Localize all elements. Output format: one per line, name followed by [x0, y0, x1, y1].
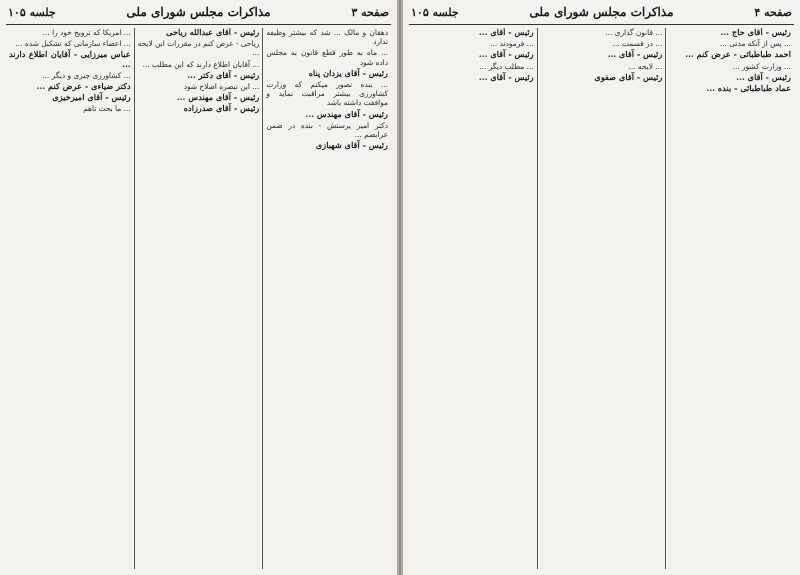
paragraph: ... قانون گذاری ...: [605, 28, 663, 37]
speaker-line: رئیس - آقای امیرخیزی: [52, 92, 131, 103]
speaker-line: احمد طباطبائی - عرض کنم ...: [685, 49, 791, 60]
paragraph: ... وزارت کشور ...: [732, 61, 791, 71]
paragraph: ... اعضاء سازمانی که تشکیل شده ...: [15, 39, 131, 49]
paragraph: ... فرمودند ...: [490, 39, 534, 49]
speaker-line: رئیس - آقای عبدالله ریاحی: [166, 28, 260, 37]
text-column: [263, 28, 391, 569]
speaker-line: دکتر ضیاءی - عرض کنم ...: [36, 81, 131, 92]
paragraph: دکتر امیر پرستش - بنده در ضمن عرایضم ...: [266, 120, 388, 140]
text-column: [666, 28, 794, 569]
paragraph: ... لایحه ...: [628, 61, 663, 71]
speaker-line: رئیس - آقای ...: [736, 71, 791, 82]
left-page-header: [6, 4, 391, 25]
speaker-line: عباس میرزایی - آقایان اطلاع دارند ...: [8, 49, 131, 69]
speaker-line: رئیس - آقای صفوی: [594, 71, 663, 82]
page-title: مذاکرات مجلس شورای ملی: [529, 5, 674, 19]
speaker-line: رئیس - آقای دکتر ...: [187, 69, 260, 80]
paragraph: ... ماه به طور قطع قانون به مجلس داده شود: [266, 48, 388, 67]
text-column: [135, 28, 264, 569]
speaker-line: رئیس - آقای ...: [478, 71, 534, 82]
paragraph: ریاحی - عرض کنم در مقررات این لایحه ...: [137, 39, 260, 58]
speaker-line: رئیس - آقای مهندس ...: [176, 92, 260, 103]
speaker-line: رئیس - آقای صدرزاده: [183, 103, 260, 114]
paragraph: ... امریکا که ترویج خود را ...: [42, 28, 131, 37]
paragraph: ... ما بحث تاهم: [83, 104, 131, 114]
text-column: [538, 28, 667, 569]
paragraph: ... بنده تصور میکنم که وزارت کشاورزی بیشتر مراقبت نماید و موافقت داشته باشد: [266, 80, 388, 108]
paragraph: ... مطلب دیگر ...: [479, 61, 534, 71]
right-page-header: [409, 4, 794, 25]
speaker-line: رئیس - آقای ...: [478, 49, 534, 60]
paragraph: ... پس از آنکه مدتی ...: [719, 39, 791, 49]
speaker-line: عماد طباطبائی - بنده ...: [706, 83, 791, 94]
left-columns: [6, 28, 391, 569]
page-number: صفحه ۴: [754, 6, 792, 19]
paragraph: ... در قسمت ...: [612, 39, 663, 49]
speaker-line: رئیس - آقای حاج ...: [720, 28, 791, 37]
paragraph: دهقان و مالک ... شد که بیشتر وظیفه ندارد: [266, 28, 388, 47]
speaker-line: رئیس - آقای ...: [478, 28, 534, 37]
session-label: جلسه ۱۰۵: [411, 6, 459, 19]
left-page: [0, 0, 397, 575]
text-column: [409, 28, 538, 569]
paragraph: ... آقایان اطلاع دارند که این مطلب ...: [142, 59, 260, 69]
paragraph: ... این تبصره اصلاح شود: [183, 82, 260, 92]
speaker-line: رئیس - آقای یزدان پناه: [308, 67, 388, 78]
paragraph: ... کشاورزی چیزی و دیگر ...: [42, 70, 131, 80]
speaker-line: رئیس - آقای مهندس ...: [305, 108, 388, 119]
session-label: جلسه ۱۰۵: [8, 6, 56, 19]
page-title: مذاکرات مجلس شورای ملی: [126, 5, 271, 19]
speaker-line: رئیس - آقای ...: [607, 49, 663, 60]
page-number: صفحه ۳: [351, 6, 389, 19]
right-page: [403, 0, 800, 575]
text-column: [6, 28, 135, 569]
right-columns: [409, 28, 794, 569]
speaker-line: رئیس - آقای شهبازی: [315, 140, 388, 151]
